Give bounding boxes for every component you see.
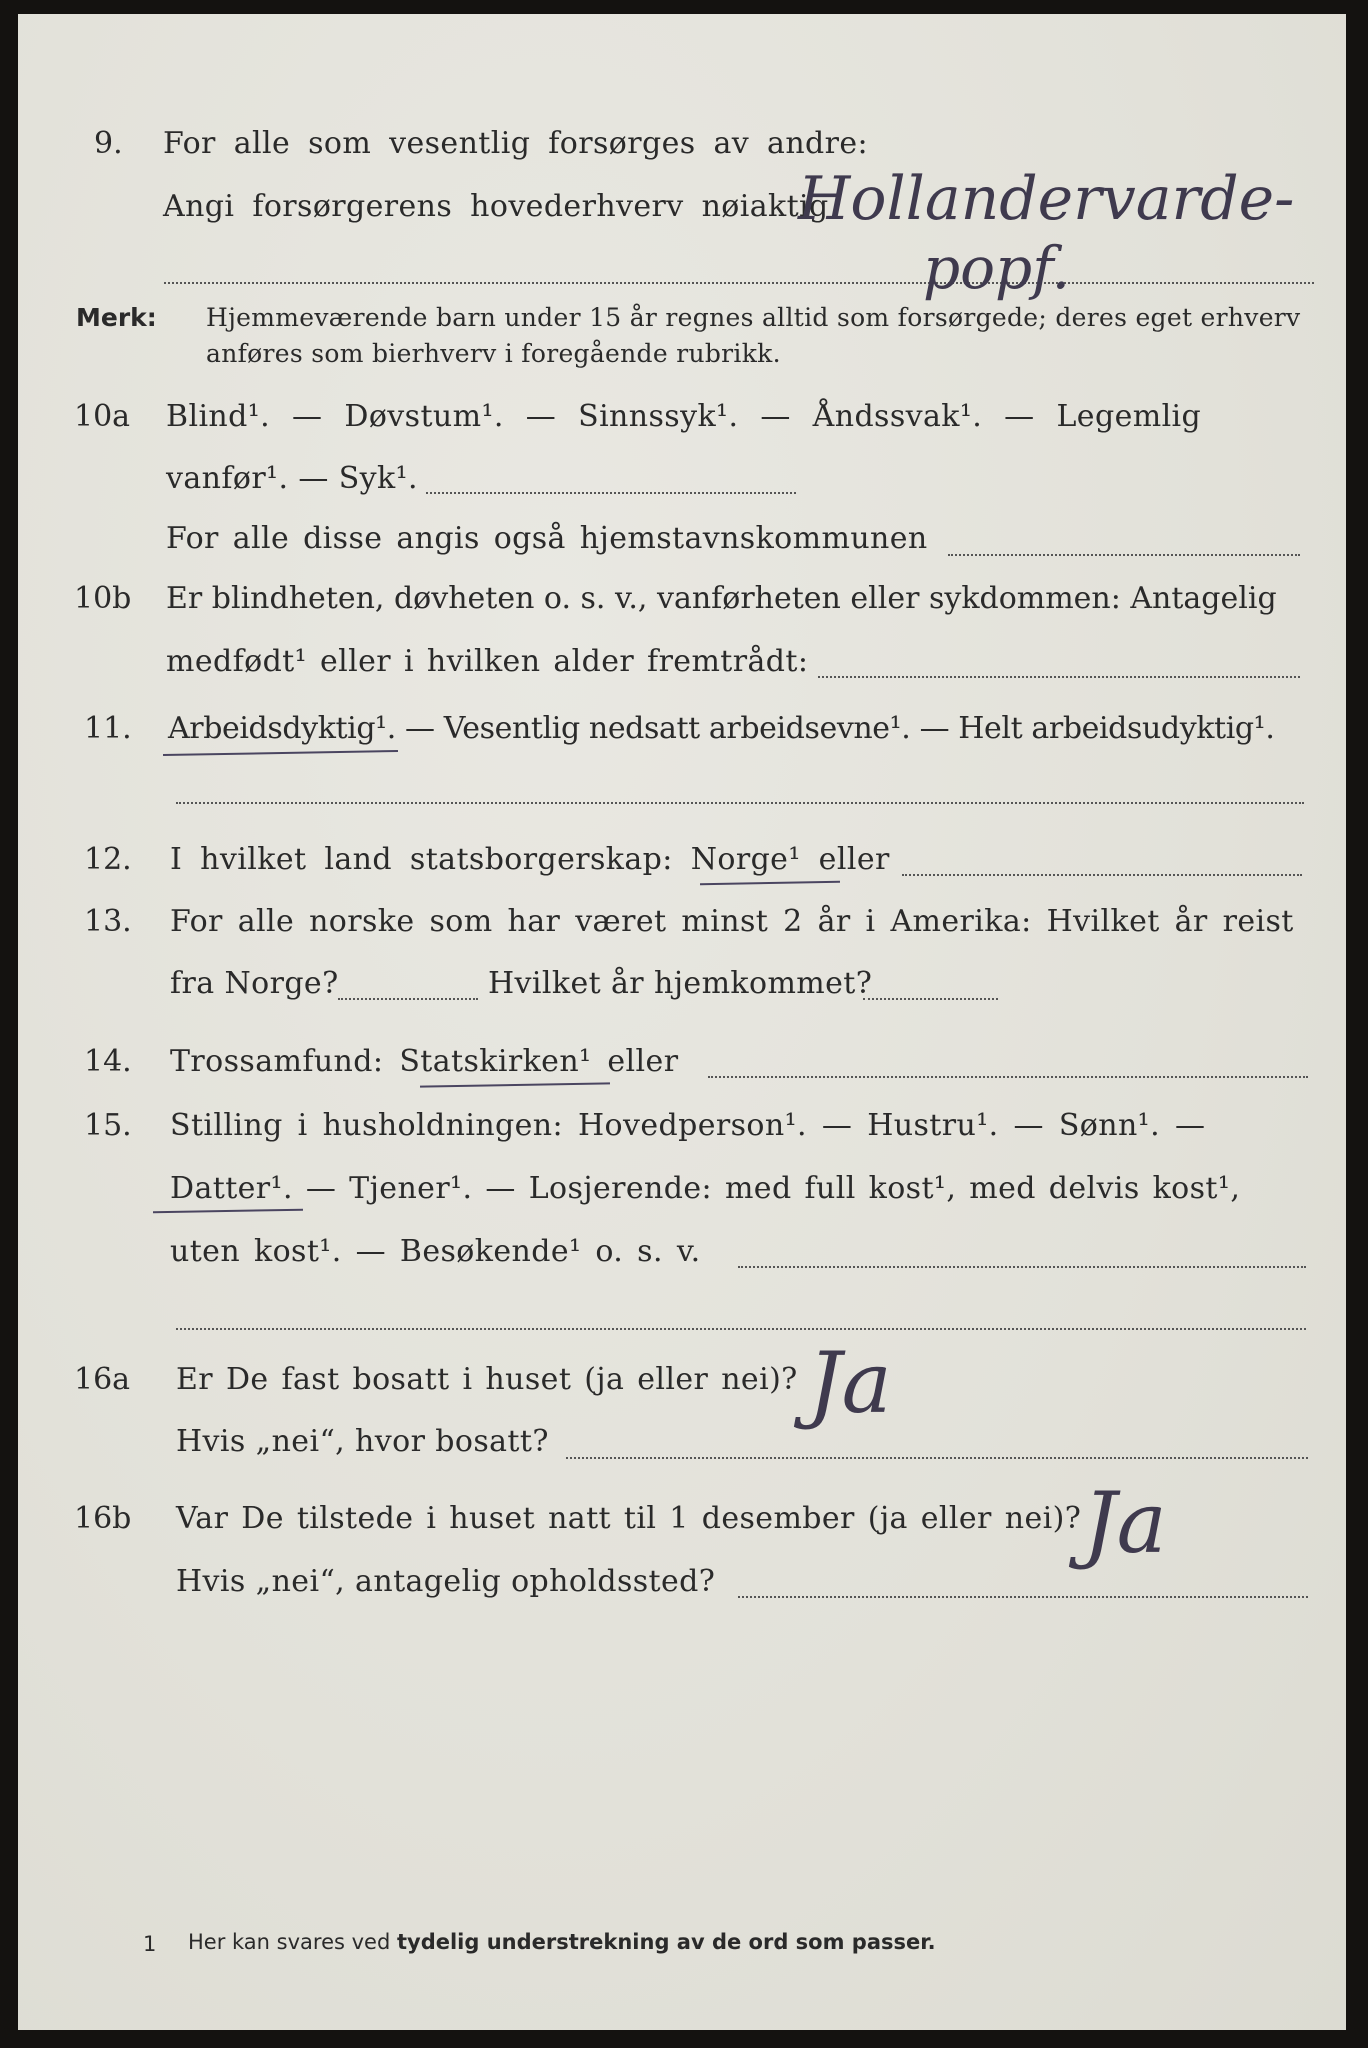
census-form-page: [18, 14, 1346, 2030]
footnote-mark: 1: [143, 1932, 157, 1956]
q10b-number: 10b: [74, 581, 132, 616]
q15-dots: [738, 1266, 1306, 1268]
q12-handwritten-underline: [700, 881, 840, 885]
q16a-dots: [566, 1457, 1308, 1459]
q13-dots-2: [863, 998, 998, 1000]
q10a-line-2-dots: [426, 492, 796, 494]
q10b-dots: [818, 676, 1300, 678]
q14-line-1: Trossamfund: Statskirken¹ eller: [170, 1044, 679, 1079]
q12-dots: [902, 874, 1302, 876]
q14-dots: [708, 1076, 1308, 1078]
q11-number: 11.: [84, 711, 132, 746]
q14-handwritten-underline: [420, 1082, 610, 1087]
q15-line-2: Datter¹. — Tjener¹. — Losjerende: med full kost¹, med delvis kost¹,: [170, 1171, 1241, 1206]
footnote: [188, 1930, 936, 1954]
q9-answer-line: [164, 282, 1314, 284]
q13-line-1: For alle norske som har været minst 2 år i Amerika: Hvilket år reist: [170, 904, 1294, 939]
q16a-number: 16a: [74, 1362, 131, 1397]
q10a-number: 10a: [74, 399, 131, 434]
q9-number: 9.: [94, 126, 123, 161]
q9-line-1: For alle som vesentlig forsørges av andre:: [163, 126, 869, 161]
merk-line-2: anføres som bierhverv i foregående rubrikk.: [206, 339, 781, 368]
q13-line-2a: fra Norge?: [170, 966, 339, 1001]
q16b-number: 16b: [74, 1501, 132, 1536]
q9-handwritten-occupation-cont: popf.: [923, 234, 1071, 302]
q9-line-2: Angi forsørgerens hovederhverv nøiaktig: [163, 189, 829, 224]
q9-handwritten-occupation: Hollandervarde-: [798, 164, 1295, 234]
q10a-line-3: For alle disse angis også hjemstavnskommunen: [166, 521, 928, 556]
q10a-line-3-dots: [948, 554, 1300, 556]
q10a-line-2: vanfør¹. — Syk¹.: [166, 461, 418, 496]
q12-number: 12.: [84, 842, 132, 877]
q15-number: 15.: [84, 1108, 132, 1143]
q10b-line-1: Er blindheten, døvheten o. s. v., vanførheten eller sykdommen: Antagelig: [166, 581, 1277, 616]
merk-label: Merk:: [76, 303, 157, 332]
q15-line-1: Stilling i husholdningen: Hovedperson¹. — Hustru¹. — Sønn¹. —: [170, 1108, 1206, 1143]
q16b-dots: [738, 1596, 1308, 1598]
q10a-line-1: Blind¹. — Døvstum¹. — Sinnssyk¹. — Åndssvak¹. — Legemlig: [166, 399, 1202, 434]
footnote-text-a: Her kan svares ved: [188, 1930, 391, 1954]
q11-line-1: Arbeidsdyktig¹. — Vesentlig nedsatt arbeidsevne¹. — Helt arbeidsudyktig¹.: [168, 711, 1275, 746]
q16b-line-1: Var De tilstede i huset natt til 1 desember (ja eller nei)?: [176, 1501, 1082, 1536]
q10b-line-2: medfødt¹ eller i hvilken alder fremtrådt:: [166, 644, 809, 679]
q11-handwritten-underline: [163, 750, 398, 756]
q16a-handwritten-answer: Ja: [808, 1334, 892, 1432]
q15-line-3: uten kost¹. — Besøkende¹ o. s. v.: [170, 1234, 701, 1269]
q16b-handwritten-answer: Ja: [1083, 1474, 1167, 1572]
q14-number: 14.: [84, 1044, 132, 1079]
q16a-line-2: Hvis „nei“, hvor bosatt?: [176, 1424, 549, 1459]
q13-number: 13.: [84, 904, 132, 939]
q13-dots-1: [338, 998, 478, 1000]
q12-line-1: I hvilket land statsborgerskap: Norge¹ eller: [170, 842, 890, 877]
q15-answer-line: [176, 1328, 1306, 1330]
footnote-text-b: tydelig understrekning av de ord som passer.: [396, 1930, 936, 1954]
q16b-line-2: Hvis „nei“, antagelig opholdssted?: [176, 1564, 716, 1599]
q16a-line-1: Er De fast bosatt i huset (ja eller nei)?: [176, 1362, 798, 1397]
q11-answer-line: [176, 802, 1304, 804]
q15-handwritten-underline: [153, 1209, 303, 1214]
q13-line-2b: Hvilket år hjemkommet?: [488, 966, 873, 1001]
merk-line-1: Hjemmeværende barn under 15 år regnes alltid som forsørgede; deres eget erhverv: [206, 303, 1301, 332]
